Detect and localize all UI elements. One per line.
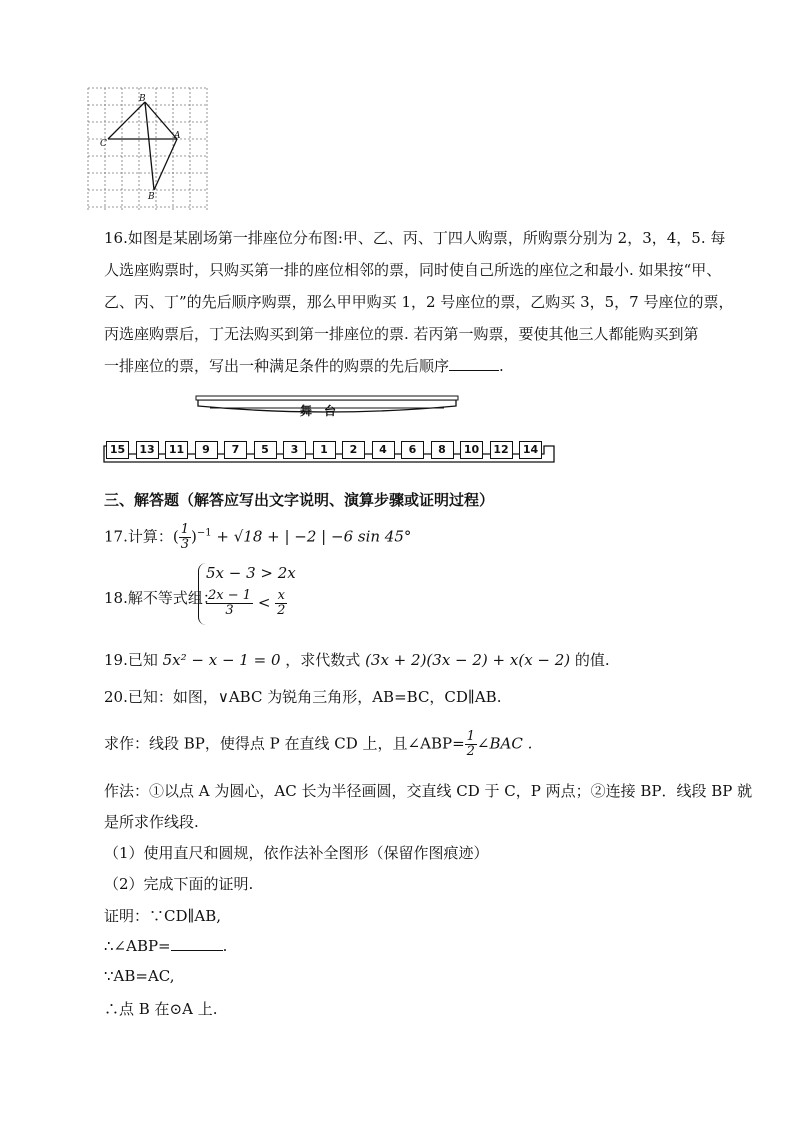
q20-line8	[104, 936, 227, 955]
q17-frac-den: 3	[180, 537, 189, 552]
q18-right-num: x	[277, 588, 285, 603]
seat-12: 12	[490, 441, 513, 459]
triangle-grid-figure	[86, 86, 218, 214]
q17-frac-num: 1	[180, 522, 189, 537]
q18-frac-left	[206, 589, 253, 618]
q20-line2-suffix: ∠BAC .	[476, 734, 533, 753]
point-a: A	[174, 131, 181, 141]
q17: 17.计算：( $\frac{1}{3}$ )$^{-1}$ + √18 + | −2 | −6 sin 45°	[104, 522, 412, 552]
q20-line3: 作法：①以点 A 为圆心，AC 长为半径画圆，交直线 CD 于 C，P 两点；②连接 BP．线段 BP 就	[104, 782, 753, 800]
q20-line8-suffix: .	[222, 937, 228, 955]
q20-line2-prefix: 求作：线段 BP，使得点 P 在直线 CD 上，且∠ABP=	[104, 734, 465, 753]
q18-left-den: 3	[206, 603, 253, 618]
seat-1: 1	[313, 441, 336, 459]
q19-expr: (3x + 2)(3x − 2) + x(x − 2)	[365, 651, 571, 669]
q16-line4: 丙选座购票后，丁无法购买到第一排座位的票. 若丙第一购票，要使其他三人都能购买到第	[104, 325, 699, 343]
q20-frac-den: 2	[466, 744, 475, 759]
q18-ineq1: 5x − 3 > 2x	[206, 564, 296, 582]
q20-line10: ∴点 B 在⊙A 上.	[104, 1000, 218, 1018]
seat-9: 9	[195, 441, 218, 459]
q20-half-fraction	[465, 730, 477, 759]
q20-line9: ∵AB=AC,	[104, 967, 175, 985]
seat-15: 15	[106, 441, 129, 459]
q16-line1: 16.如图是某剧场第一排座位分布图:甲、乙、丙、丁四人购票，所购票分别为 2，3，4，5. 每	[104, 229, 726, 247]
q16-line5-end: .	[499, 357, 504, 375]
seat-2: 2	[342, 441, 365, 459]
q19-mid: ，求代数式	[280, 651, 366, 669]
seat-8: 8	[431, 441, 454, 459]
stage-label: 舞 台	[300, 404, 337, 418]
point-b-bottom: B	[148, 192, 155, 202]
q17-rest: + √18 + | −2 | −6 sin 45°	[216, 527, 412, 546]
q18-right-den: 2	[277, 603, 286, 618]
q20-line8-prefix: ∴∠ABP=	[104, 937, 171, 955]
q20-line5: （1）使用直尺和圆规，依作法补全图形（保留作图痕迹）	[104, 844, 489, 862]
point-c: C	[100, 139, 107, 149]
seat-10: 10	[460, 441, 483, 459]
seat-7: 7	[224, 441, 247, 459]
q18-ineq2	[206, 589, 287, 618]
q18-op: <	[257, 593, 271, 612]
section3-heading: 三、解答题（解答应写出文字说明、演算步骤或证明过程）	[104, 491, 495, 509]
q18-frac-right	[275, 589, 287, 618]
q20-line1: 20.已知：如图，∨ABC 为锐角三角形，AB=BC，CD∥AB.	[104, 688, 502, 706]
seat-6: 6	[401, 441, 424, 459]
q18-prefix: 18.解不等式组：	[104, 589, 218, 607]
q17-fraction	[179, 523, 191, 552]
seat-14: 14	[519, 441, 542, 459]
q19-suffix: 的值.	[570, 651, 610, 669]
q18-left-num: 2x − 1	[208, 588, 252, 603]
seat-11: 11	[165, 441, 188, 459]
stage-figure	[100, 384, 560, 474]
q19-eq: 5x² − x − 1 = 0	[162, 651, 281, 669]
q20-frac-num: 1	[466, 729, 475, 744]
q20-line6: （2）完成下面的证明.	[104, 875, 254, 893]
q19	[104, 649, 610, 670]
q16-answer-blank[interactable]	[449, 356, 499, 371]
q17-exponent: −1	[196, 527, 212, 539]
q16-line2: 人选座购票时，只购买第一排的座位相邻的票，同时使自己所选的座位之和最小. 如果按“甲、	[104, 261, 722, 279]
point-b-top: B	[139, 94, 146, 104]
q20-line7: 证明：∵CD∥AB,	[104, 907, 222, 925]
seat-13: 13	[136, 441, 159, 459]
q19-prefix: 19.已知	[104, 651, 163, 669]
q20-line4: 是所求作线段.	[104, 813, 199, 831]
seat-3: 3	[283, 441, 306, 459]
seat-4: 4	[372, 441, 395, 459]
seat-5: 5	[254, 441, 277, 459]
q17-prefix: 17.计算：	[104, 527, 173, 546]
q16-line5	[104, 355, 504, 376]
q16-line3: 乙、丙、丁”的先后顺序购票，那么甲甲购买 1，2 号座位的票，乙购买 3，5，7 号座位的票，	[104, 293, 734, 311]
q20-answer-blank[interactable]	[171, 936, 223, 951]
q16-line5-text: 一排座位的票，写出一种满足条件的购票的先后顺序	[104, 357, 450, 375]
q20-line2	[104, 730, 532, 759]
